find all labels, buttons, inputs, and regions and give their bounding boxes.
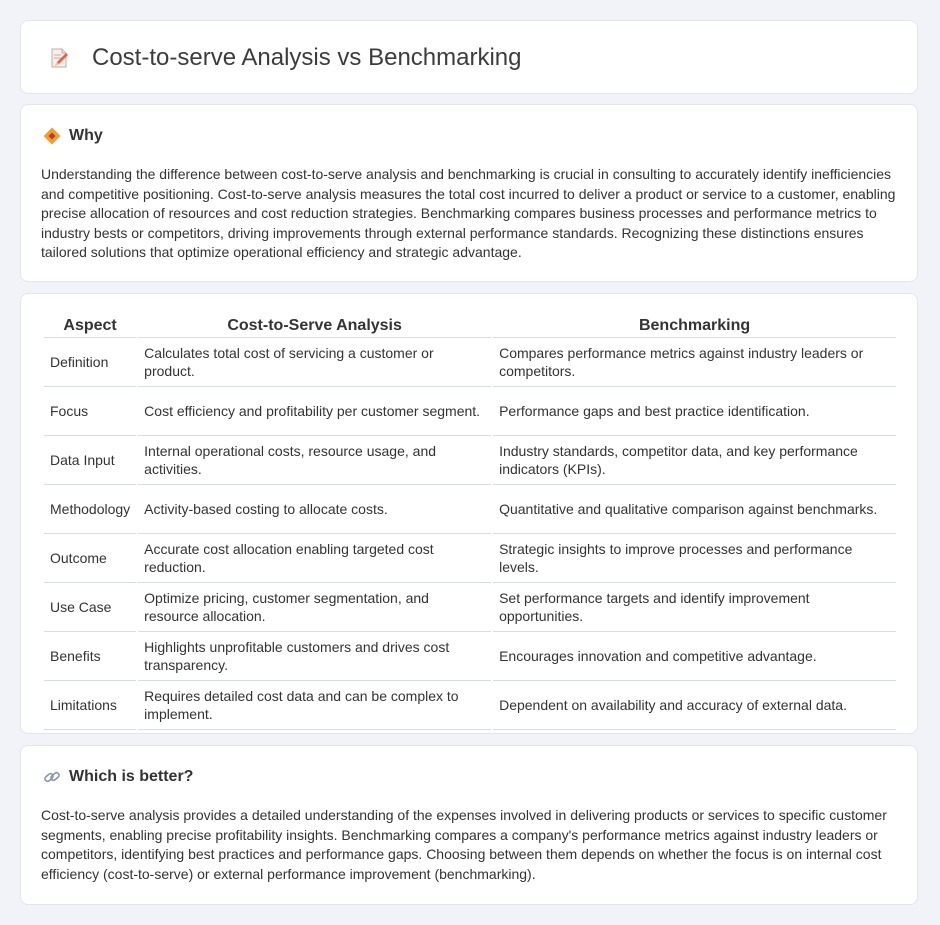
- link-icon: [43, 768, 61, 786]
- why-text: Understanding the difference between cost-to-serve analysis and benchmarking is crucial in consulting to accurately identify inefficiencies and competitive positioning. Cost-to-serve analysis measures the total cost incurred to deliver a product or service to a customer, enabling precise allocation of resources and cost reduction strategies. Benchmarking compares business processes and performance metrics to industry bests or competitors, driving improvements through external performance standards. Recognizing these distinctions ensures tailored solutions that optimize operational efficiency and strategic advantage.: [41, 166, 896, 261]
- header-aspect: Aspect: [44, 315, 136, 338]
- table-row: [44, 436, 896, 485]
- table-row: [44, 632, 896, 681]
- aspect-cell: Definition: [44, 338, 136, 387]
- benchmarking-cell: Dependent on availability and accuracy of external data.: [493, 681, 896, 730]
- why-title: Why: [69, 127, 103, 144]
- which-is-better-section: [20, 745, 918, 905]
- why-heading: [43, 127, 103, 145]
- aspect-cell: Use Case: [44, 583, 136, 632]
- document-pencil-icon: [47, 46, 71, 70]
- aspect-cell: Focus: [44, 387, 136, 436]
- table-header-row: [44, 315, 896, 338]
- cost-to-serve-cell: Calculates total cost of servicing a customer or product.: [138, 338, 491, 387]
- why-section: [20, 104, 918, 282]
- table-row: [44, 681, 896, 730]
- comparison-table-card: [20, 293, 918, 734]
- benchmarking-cell: Industry standards, competitor data, and key performance indicators (KPIs).: [493, 436, 896, 485]
- diamond-sign-icon: [43, 127, 61, 145]
- table-row: [44, 387, 896, 436]
- aspect-cell: Data Input: [44, 436, 136, 485]
- aspect-cell: Outcome: [44, 534, 136, 583]
- table-row: [44, 485, 896, 534]
- cost-to-serve-cell: Accurate cost allocation enabling targeted cost reduction.: [138, 534, 491, 583]
- aspect-cell: Methodology: [44, 485, 136, 534]
- header-card: [20, 20, 918, 94]
- aspect-cell: Benefits: [44, 632, 136, 681]
- table-row: [44, 338, 896, 387]
- benchmarking-cell: Quantitative and qualitative comparison against benchmarks.: [493, 485, 896, 534]
- benchmarking-cell: Compares performance metrics against industry leaders or competitors.: [493, 338, 896, 387]
- benchmarking-cell: Strategic insights to improve processes and performance levels.: [493, 534, 896, 583]
- comparison-table: [42, 315, 898, 730]
- better-heading: [43, 768, 193, 786]
- header-benchmarking: Benchmarking: [493, 315, 896, 338]
- benchmarking-cell: Performance gaps and best practice identification.: [493, 387, 896, 436]
- table-row: [44, 583, 896, 632]
- cost-to-serve-cell: Activity-based costing to allocate costs.: [138, 485, 491, 534]
- cost-to-serve-cell: Cost efficiency and profitability per customer segment.: [138, 387, 491, 436]
- header-cost-to-serve: Cost-to-Serve Analysis: [138, 315, 491, 338]
- better-text: Cost-to-serve analysis provides a detailed understanding of the expenses involved in delivering products or services to specific customer segments, enabling precise profitability insights. Benchmarking compares a company's performance metrics against industry leaders or competitors, identifying best practices and performance gaps. Choosing between them depends on whether the focus is on internal cost efficiency (cost-to-serve) or external performance improvement (benchmarking).: [41, 807, 887, 882]
- cost-to-serve-cell: Requires detailed cost data and can be complex to implement.: [138, 681, 491, 730]
- benchmarking-cell: Encourages innovation and competitive advantage.: [493, 632, 896, 681]
- cost-to-serve-cell: Highlights unprofitable customers and drives cost transparency.: [138, 632, 491, 681]
- cost-to-serve-cell: Internal operational costs, resource usage, and activities.: [138, 436, 491, 485]
- page-title: Cost-to-serve Analysis vs Benchmarking: [92, 44, 522, 71]
- aspect-cell: Limitations: [44, 681, 136, 730]
- benchmarking-cell: Set performance targets and identify improvement opportunities.: [493, 583, 896, 632]
- better-title: Which is better?: [69, 768, 194, 785]
- table-row: [44, 534, 896, 583]
- cost-to-serve-cell: Optimize pricing, customer segmentation, and resource allocation.: [138, 583, 491, 632]
